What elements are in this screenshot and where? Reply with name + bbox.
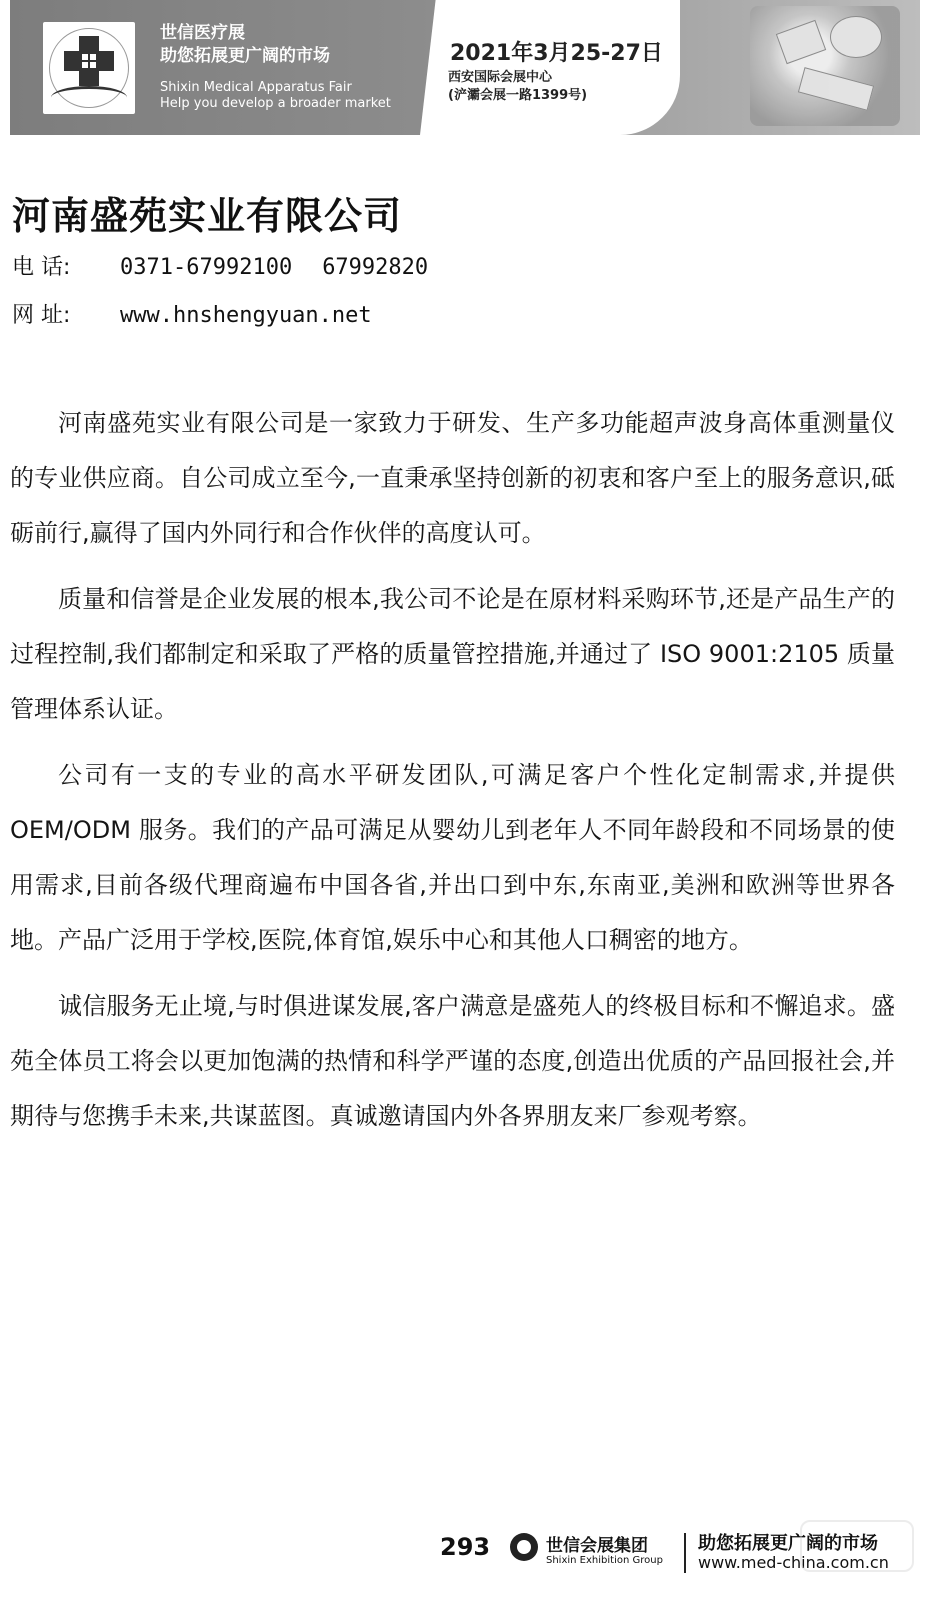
- paragraph-service: 诚信服务无止境,与时俱进谋发展,客户满意是盛苑人的终极目标和不懈追求。盛苑全体员工将会以更加饱满的热情和科学严谨的态度,创造出优质的产品回报社会,并期待与您携手未来,共谋蓝图。真诚邀请国内外各界朋友来厂参观考察。: [10, 992, 895, 1130]
- phone-line: [12, 250, 428, 281]
- banner-slogan-cn: 助您拓展更广阔的市场: [160, 46, 330, 66]
- group-name: 世信会展集团: [546, 1536, 648, 1556]
- website-label: 网 址:: [12, 303, 71, 328]
- banner-title-cn: 世信医疗展: [160, 23, 245, 43]
- page-number: 293: [440, 1533, 491, 1561]
- phone-label: 电 话:: [12, 255, 71, 280]
- watermark-badge: [800, 1520, 914, 1572]
- fair-address: (浐灞会展一路1399号): [448, 88, 588, 103]
- group-name-en: Shixin Exhibition Group: [546, 1555, 663, 1566]
- page-footer: [0, 1525, 939, 1585]
- banner-slogan-en: Help you develop a broader market: [160, 96, 391, 111]
- company-name: 河南盛苑实业有限公司: [12, 194, 403, 238]
- footer-divider: [684, 1533, 686, 1573]
- website-line: [12, 298, 372, 329]
- shixin-group-logo-icon: [510, 1533, 538, 1561]
- medical-cross-logo-icon: [43, 22, 135, 114]
- banner-title-en: Shixin Medical Apparatus Fair: [160, 80, 352, 95]
- paragraph-intro: 河南盛苑实业有限公司是一家致力于研发、生产多功能超声波身高体重测量仪的专业供应商。自公司成立至今,一直秉承坚持创新的初衷和客户至上的服务意识,砥砺前行,赢得了国内外同行和合作伙伴的高度认可。: [10, 409, 895, 547]
- fair-venue: 西安国际会展中心: [448, 70, 553, 85]
- footer-slogan: 助您拓展更广阔的市场: [698, 1533, 878, 1554]
- footer-url[interactable]: www.med-china.com.cn: [698, 1553, 889, 1572]
- paragraph-quality: 质量和信誉是企业发展的根本,我公司不论是在原材料采购环节,还是产品生产的过程控制,我们都制定和采取了严格的质量管控措施,并通过了 ISO 9001:2105 质量管理体系认证。: [10, 585, 895, 723]
- header-banner: [10, 0, 920, 135]
- phone-number-2: 67992820: [322, 255, 429, 280]
- phone-number-1: 0371-67992100: [120, 255, 293, 280]
- medical-equipment-photo: [750, 6, 900, 126]
- paragraph-team: 公司有一支的专业的高水平研发团队,可满足客户个性化定制需求,并提供 OEM/ODM 服务。我们的产品可满足从婴幼儿到老年人不同年龄段和不同场景的使用需求,目前各级代理商遍布中国各省,并出口到中东,东南亚,美洲和欧洲等世界各地。产品广泛用于学校,医院,体育馆,娱乐中心和其他人口稠密的地方。: [10, 761, 895, 954]
- website-link[interactable]: www.hnshengyuan.net: [120, 303, 372, 328]
- company-description: [10, 396, 895, 1144]
- fair-date: 2021年3月25-27日: [450, 41, 663, 66]
